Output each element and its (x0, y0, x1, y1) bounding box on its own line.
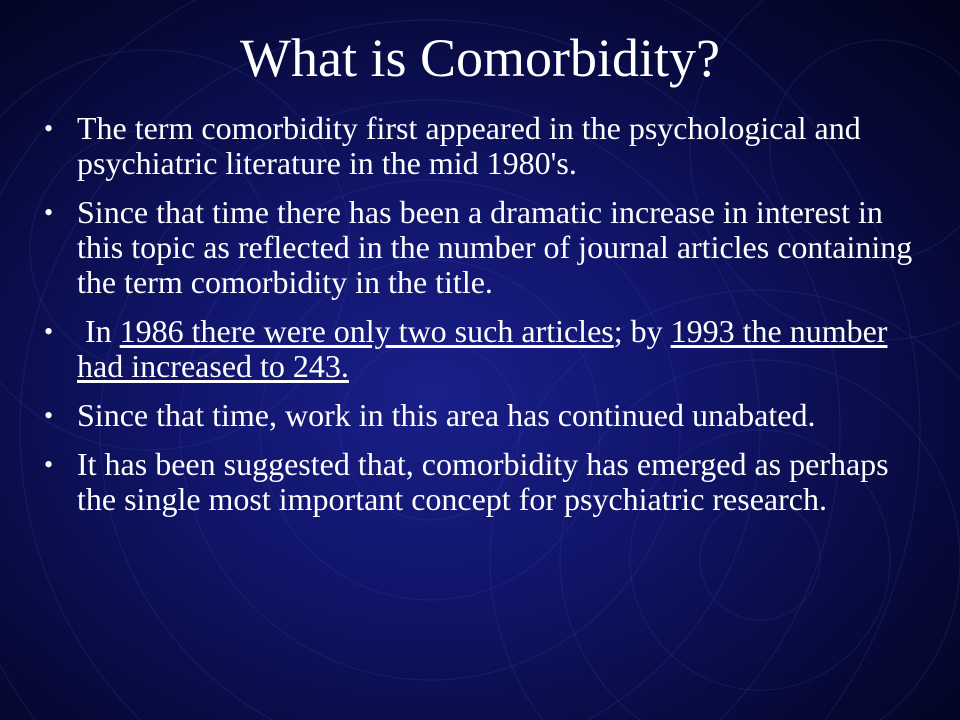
bullet-item (44, 398, 934, 433)
bullet-item (44, 195, 934, 300)
bullet-dot-icon: • (44, 401, 54, 430)
bullet-dot-icon: • (44, 198, 54, 227)
bullet-text-middle: ; by (613, 313, 671, 349)
bullet-dot-icon: • (44, 114, 54, 143)
underlined-phrase-1986: 1986 there were only two such articles (119, 313, 614, 349)
bullet-text: Since that time, work in this area has continued unabated. (77, 397, 816, 433)
bullet-dot-icon: • (44, 450, 54, 479)
slide-title: What is Comorbidity? (240, 28, 720, 88)
bullet-item (44, 314, 934, 384)
bullet-text: Since that time there has been a dramatic increase in interest in this topic as reflected in the number of journal articles containing the term comorbidity in the title. (77, 194, 913, 300)
bullet-item (44, 111, 934, 181)
underlined-phrase-1993: 1993 the number had increased to 243. (77, 313, 888, 384)
bullet-text-prefix: In (77, 313, 120, 349)
bullet-item (44, 447, 934, 517)
bullet-text: It has been suggested that, comorbidity has emerged as perhaps the single most important concept for psychiatric research. (77, 446, 889, 517)
bullet-dot-icon: • (44, 317, 54, 346)
bullet-list (44, 111, 934, 531)
bullet-text: The term comorbidity first appeared in the psychological and psychiatric literature in the mid 1980's. (77, 110, 861, 181)
